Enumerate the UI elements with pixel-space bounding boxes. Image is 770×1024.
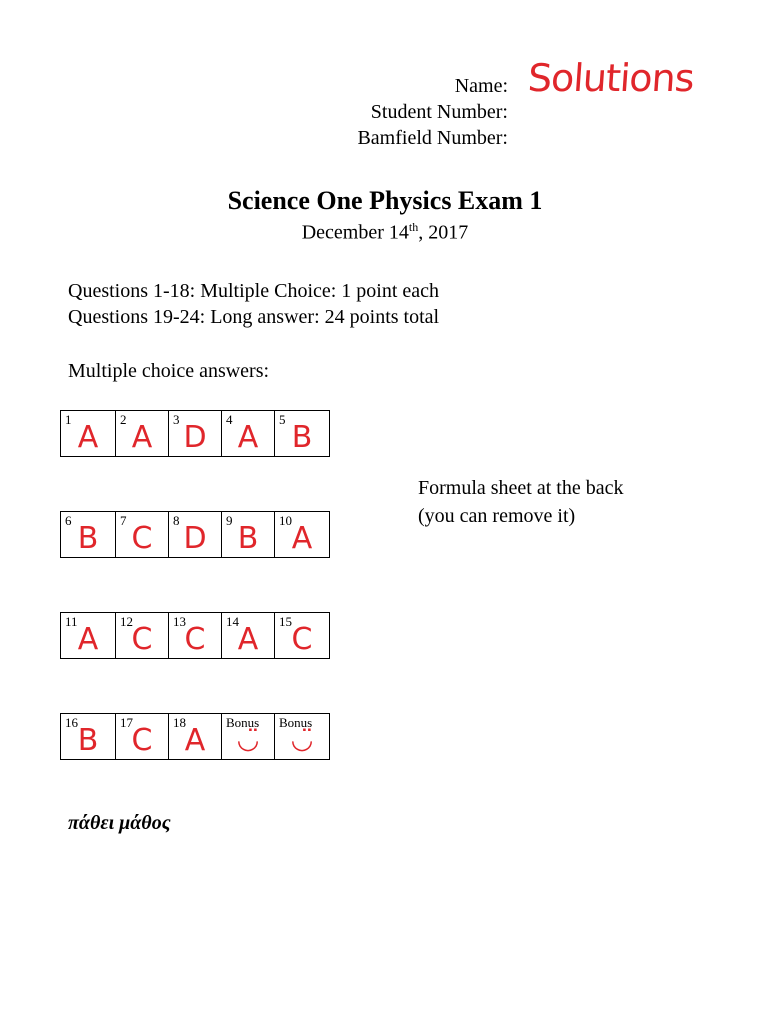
formula-sheet-note xyxy=(418,474,624,530)
answer-mark: A xyxy=(291,521,313,556)
question-number: 6 xyxy=(65,513,72,528)
exam-date xyxy=(0,220,770,245)
answer-mark: C xyxy=(131,723,153,758)
question-number: 2 xyxy=(120,412,127,427)
question-number: 8 xyxy=(173,513,180,528)
question-number: 15 xyxy=(279,614,292,629)
question-number: Bonus xyxy=(226,715,260,730)
answer-cell xyxy=(275,512,330,557)
answer-mark: A xyxy=(77,420,99,455)
answer-cell xyxy=(275,714,330,759)
answer-row-2 xyxy=(60,511,330,558)
question-number: 7 xyxy=(120,513,127,528)
answer-mark: C xyxy=(131,622,153,657)
question-number: 5 xyxy=(279,412,286,427)
exam-date-suffix: , 2017 xyxy=(418,221,469,244)
answer-mark: B xyxy=(237,521,259,556)
question-number: 12 xyxy=(120,614,133,629)
answer-mark: C xyxy=(291,622,313,657)
answer-row-3 xyxy=(60,612,330,659)
answer-cell xyxy=(169,613,222,658)
mc-heading: Multiple choice answers: xyxy=(68,360,270,382)
answer-cell xyxy=(61,714,116,759)
answer-mark: A xyxy=(237,622,259,657)
answer-cell xyxy=(275,613,330,658)
answer-mark: C xyxy=(184,622,206,657)
answer-mark: B xyxy=(291,420,313,455)
answer-mark: B xyxy=(77,521,99,556)
answer-mark: A xyxy=(131,420,153,455)
answer-cell xyxy=(222,714,275,759)
question-number: 13 xyxy=(173,614,186,629)
question-number: 18 xyxy=(173,715,186,730)
exam-date-superscript: th xyxy=(408,220,419,234)
question-number: 3 xyxy=(173,412,180,427)
answer-mark: D xyxy=(183,420,207,455)
formula-note-line-2: (you can remove it) xyxy=(418,505,576,527)
answer-cell xyxy=(116,512,169,557)
answer-cell xyxy=(61,512,116,557)
motto: πάθει μάθος xyxy=(68,812,171,834)
answer-mark: A xyxy=(237,420,259,455)
question-number: 4 xyxy=(226,412,233,427)
question-number: 17 xyxy=(120,715,133,730)
name-label: Name: xyxy=(454,75,508,97)
answer-cell xyxy=(61,613,116,658)
answer-cell xyxy=(116,714,169,759)
name-value: Solutions xyxy=(526,56,696,100)
answer-cell xyxy=(116,613,169,658)
question-number: 1 xyxy=(65,412,72,427)
answer-mark: C xyxy=(131,521,153,556)
bamfield-number-label: Bamfield Number: xyxy=(357,127,508,149)
question-number: 16 xyxy=(65,715,78,730)
answer-cell xyxy=(222,512,275,557)
answer-cell xyxy=(169,411,222,456)
question-number: 9 xyxy=(226,513,233,528)
answer-cell xyxy=(61,411,116,456)
exam-title: Science One Physics Exam 1 xyxy=(227,186,543,215)
answer-cell xyxy=(222,613,275,658)
instructions-line-1: Questions 1-18: Multiple Choice: 1 point each xyxy=(68,280,440,302)
answer-cell xyxy=(169,512,222,557)
answer-cell xyxy=(116,411,169,456)
answer-mark: A xyxy=(77,622,99,657)
answer-row-4 xyxy=(60,713,330,760)
answer-cell xyxy=(275,411,330,456)
question-number: 14 xyxy=(226,614,239,629)
question-number: Bonus xyxy=(279,715,313,730)
answer-cell xyxy=(169,714,222,759)
question-number: 10 xyxy=(279,513,292,528)
smiley-icon: ◡̈ xyxy=(236,725,260,755)
question-number: 11 xyxy=(65,614,78,629)
instructions-line-2: Questions 19-24: Long answer: 24 points total xyxy=(68,306,440,328)
answer-mark: D xyxy=(183,521,207,556)
answer-mark: A xyxy=(184,723,206,758)
answer-row-1 xyxy=(60,410,330,457)
answer-cell xyxy=(222,411,275,456)
smiley-icon: ◡̈ xyxy=(290,725,314,755)
exam-date-prefix: December 14 xyxy=(301,221,409,244)
answer-mark: B xyxy=(77,723,99,758)
student-number-label: Student Number: xyxy=(370,101,508,123)
formula-note-line-1: Formula sheet at the back xyxy=(418,477,624,499)
